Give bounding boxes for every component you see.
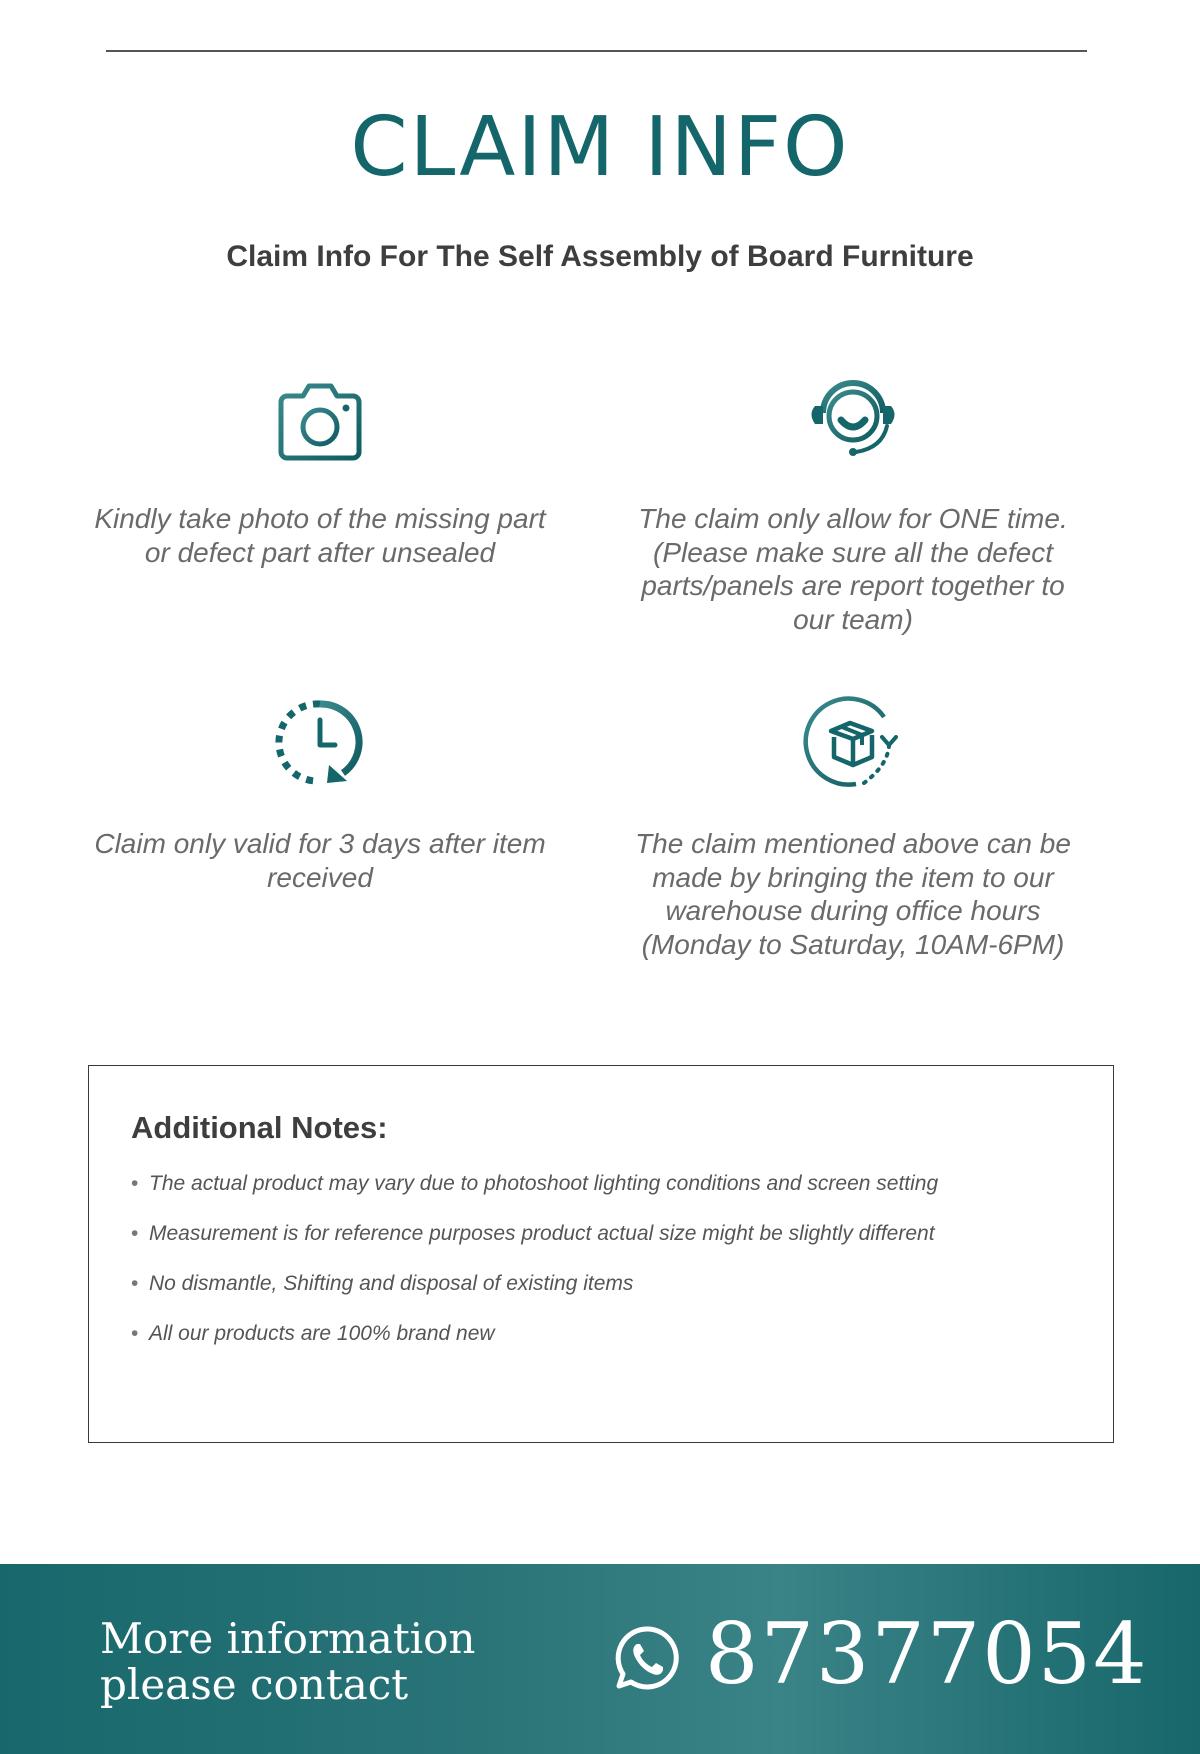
bullet-icon: • bbox=[131, 1322, 139, 1345]
info-text-warehouse: The claim mentioned above can be made by bringing the item to our warehouse during office hours (Monday to Saturday, 10AM-6PM) bbox=[635, 828, 1071, 960]
bullet-icon: • bbox=[131, 1272, 139, 1295]
footer-line-2: please contact bbox=[100, 1660, 409, 1709]
info-item-photo bbox=[90, 368, 550, 569]
additional-notes-box bbox=[88, 1065, 1114, 1443]
page-title: CLAIM INFO bbox=[350, 100, 850, 195]
info-text-three-days: Claim only valid for 3 days after item received bbox=[94, 828, 546, 893]
whatsapp-icon[interactable] bbox=[613, 1624, 681, 1692]
notes-list bbox=[131, 1171, 1011, 1371]
footer-contact-text bbox=[100, 1616, 475, 1708]
note-text: Measurement is for reference purposes product actual size might be slightly different bbox=[149, 1222, 935, 1245]
customer-support-headset-icon bbox=[798, 368, 908, 468]
note-text: All our products are 100% brand new bbox=[149, 1322, 495, 1345]
list-item bbox=[131, 1271, 1011, 1297]
info-item-one-time bbox=[623, 368, 1083, 636]
bullet-icon: • bbox=[131, 1172, 139, 1195]
footer-line-1: More information bbox=[100, 1614, 476, 1663]
clock-icon bbox=[265, 693, 375, 793]
list-item bbox=[131, 1321, 1011, 1347]
info-text-photo: Kindly take photo of the missing part or defect part after unsealed bbox=[94, 503, 546, 568]
notes-heading: Additional Notes: bbox=[131, 1110, 388, 1145]
note-text: The actual product may vary due to photoshoot lighting conditions and screen setting bbox=[149, 1172, 939, 1195]
note-text: No dismantle, Shifting and disposal of existing items bbox=[149, 1272, 634, 1295]
page-subtitle: Claim Info For The Self Assembly of Board Furniture bbox=[226, 240, 974, 273]
camera-icon bbox=[265, 368, 375, 468]
info-text-one-time: The claim only allow for ONE time. (Please make sure all the defect parts/panels are report together to our team) bbox=[638, 503, 1068, 635]
top-divider bbox=[106, 50, 1087, 52]
list-item bbox=[131, 1221, 1011, 1247]
info-item-three-days bbox=[90, 693, 550, 894]
box-return-icon bbox=[798, 693, 908, 793]
contact-footer bbox=[0, 1564, 1200, 1754]
info-item-warehouse bbox=[623, 693, 1083, 961]
phone-number[interactable]: 87377054 bbox=[705, 1605, 1149, 1703]
bullet-icon: • bbox=[131, 1222, 139, 1245]
list-item bbox=[131, 1171, 1011, 1197]
